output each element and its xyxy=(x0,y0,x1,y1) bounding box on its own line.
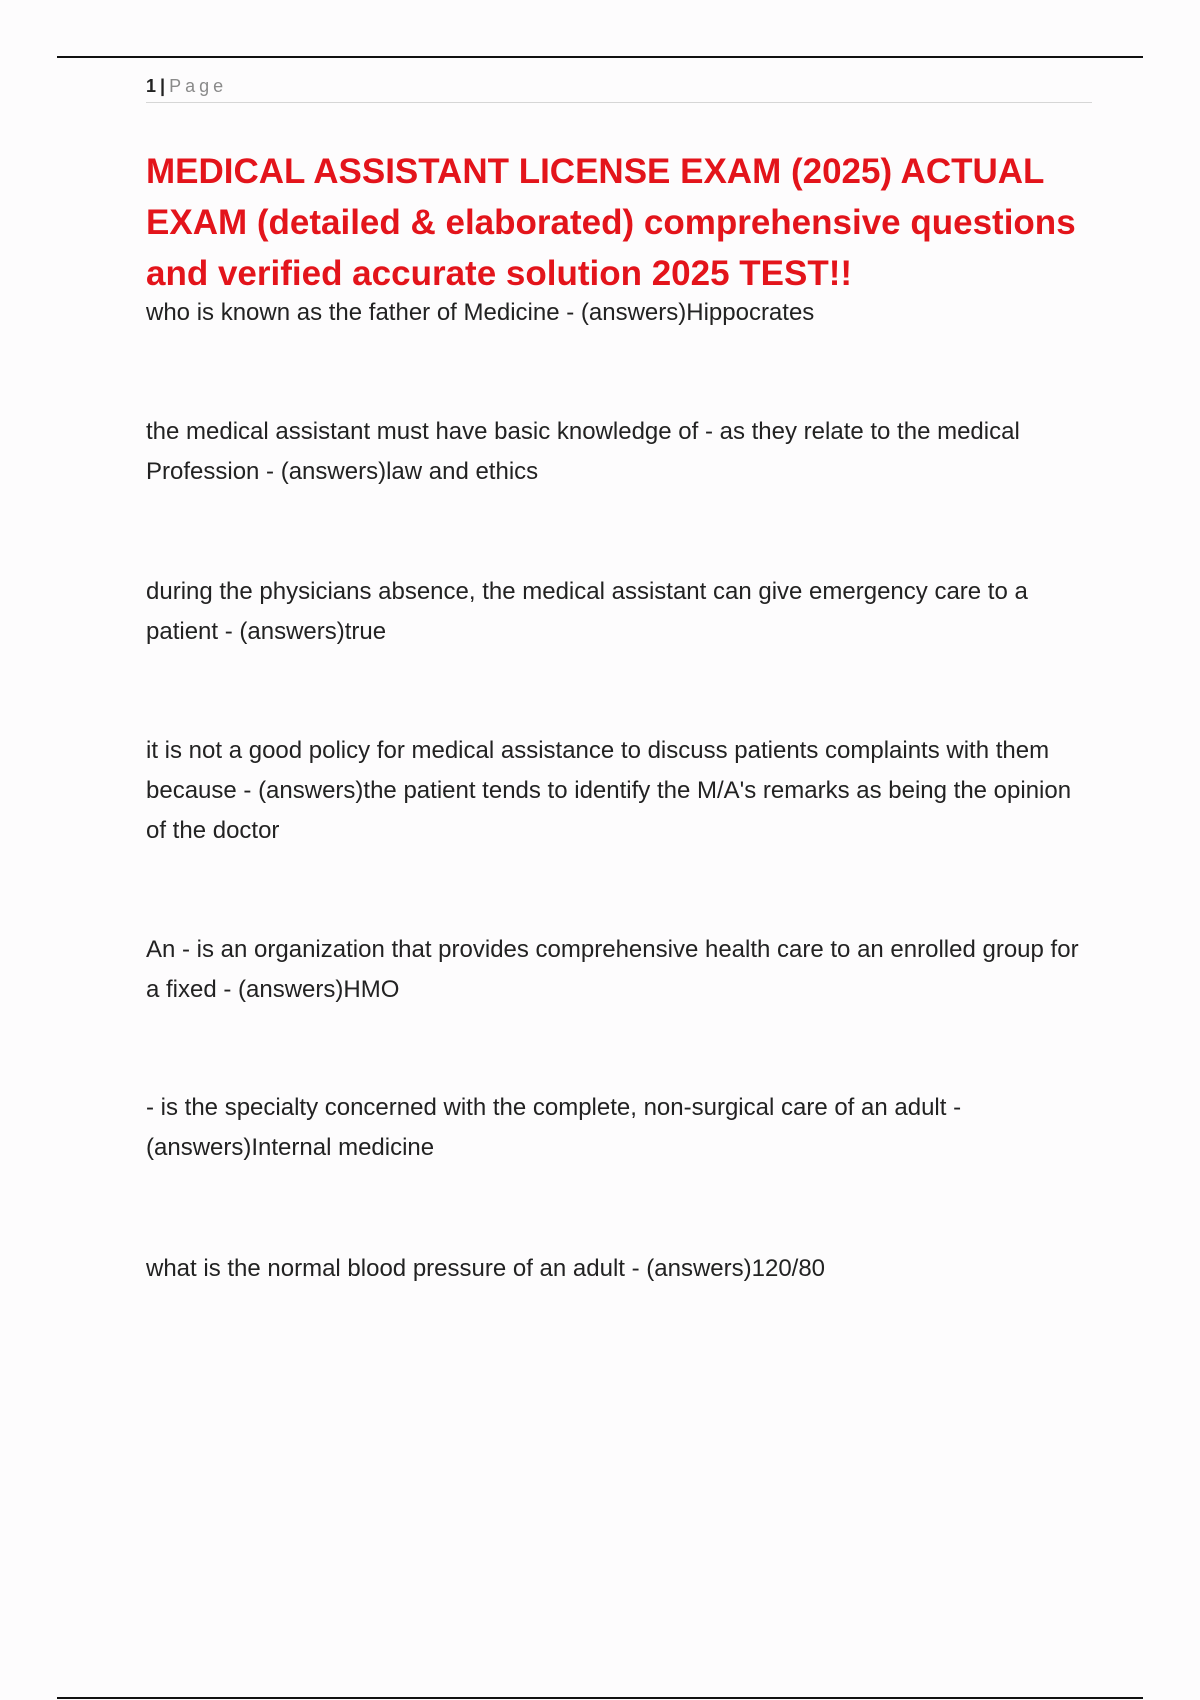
qa-item: during the physicians absence, the medical assistant can give emergency care to a patient - (answers)true xyxy=(146,578,1028,645)
qa-item: An - is an organization that provides comprehensive health care to an enrolled group for a fixed - (answers)HMO xyxy=(146,936,1079,1003)
qa-item: the medical assistant must have basic knowledge of - as they relate to the medical Profession - (answers)law and ethics xyxy=(146,418,1020,485)
document-title: MEDICAL ASSISTANT LICENSE EXAM (2025) ACTUAL EXAM (detailed & elaborated) comprehensive questions and verified accurate solution 2025 TEST!! xyxy=(146,152,1076,293)
page-header xyxy=(146,74,1092,103)
qa-item: - is the specialty concerned with the complete, non-surgical care of an adult - (answers)Internal medicine xyxy=(146,1094,962,1161)
bottom-rule xyxy=(57,1697,1143,1699)
page-label: Page xyxy=(169,76,228,96)
top-rule xyxy=(57,56,1143,58)
page-number: 1 xyxy=(146,76,157,96)
qa-item: it is not a good policy for medical assistance to discuss patients complaints with them because - (answers)the patient tends to identify the M/A's remarks as being the opinion of the doctor xyxy=(146,737,1072,844)
qa-item: what is the normal blood pressure of an adult - (answers)120/80 xyxy=(146,1255,826,1282)
qa-item: who is known as the father of Medicine - (answers)Hippocrates xyxy=(146,299,815,326)
page-separator: | xyxy=(160,76,166,96)
